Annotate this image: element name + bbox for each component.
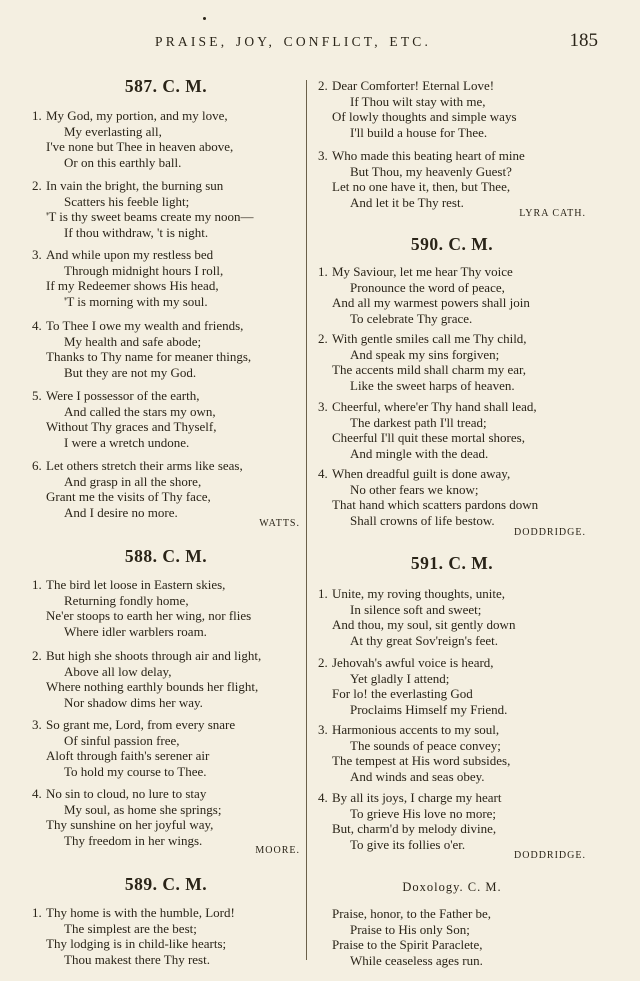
stanza-number: 5. bbox=[32, 388, 42, 403]
verse-line: For lo! the everlasting God bbox=[332, 686, 473, 701]
hymn-590-stanza-3 bbox=[318, 399, 586, 461]
hymn-587-stanza-4 bbox=[32, 318, 300, 380]
verse-line: The sounds of peace convey; bbox=[350, 737, 501, 753]
verse-line: To hold my course to Thee. bbox=[64, 763, 207, 779]
column-divider bbox=[306, 80, 307, 960]
verse-line: Yet gladly I attend; bbox=[350, 670, 450, 686]
hymn-587-stanza-2 bbox=[32, 178, 300, 240]
hymn-591-stanza-3 bbox=[318, 722, 586, 784]
verse-line: Praise to His only Son; bbox=[350, 921, 470, 937]
running-title: PRAISE, JOY, CONFLICT, ETC. bbox=[155, 34, 432, 49]
verse-line: Were I possessor of the earth, bbox=[46, 388, 200, 403]
verse-line: And I desire no more. bbox=[64, 504, 178, 520]
hymn-590-author: DODDRIDGE. bbox=[514, 527, 586, 538]
verse-line: To Thee I owe my wealth and friends, bbox=[46, 318, 244, 333]
verse-line: And called the stars my own, bbox=[64, 403, 216, 419]
verse-line: Through midnight hours I roll, bbox=[64, 262, 224, 278]
verse-line: Or on this earthly ball. bbox=[64, 154, 182, 170]
verse-line: Thy home is with the humble, Lord! bbox=[46, 905, 235, 920]
hymn-590-stanza-1 bbox=[318, 264, 586, 326]
verse-line: Thy freedom in her wings. bbox=[64, 832, 203, 848]
stanza-number: 2. bbox=[32, 648, 42, 663]
verse-line: Cheerful I'll quit these mortal shores, bbox=[332, 430, 525, 445]
verse-line: Nor shadow dims her way. bbox=[64, 694, 203, 710]
verse-line: My Saviour, let me hear Thy voice bbox=[332, 264, 513, 279]
verse-line: To celebrate Thy grace. bbox=[350, 310, 473, 326]
verse-line: My health and safe abode; bbox=[64, 333, 202, 349]
stanza-number: 1. bbox=[318, 586, 328, 601]
hymn-588-stanza-2 bbox=[32, 648, 300, 710]
hymn-589-stanza-2 bbox=[318, 78, 586, 140]
verse-line: And thou, my soul, sit gently down bbox=[332, 617, 516, 632]
verse-line: In silence soft and sweet; bbox=[350, 601, 482, 617]
stanza-number: 4. bbox=[318, 790, 328, 805]
hymn-591-title: 591. C. M. bbox=[410, 553, 494, 573]
hymn-587-stanza-5 bbox=[32, 388, 300, 450]
stanza-number: 3. bbox=[318, 722, 328, 737]
verse-line: 'T is morning with my soul. bbox=[64, 293, 208, 309]
verse-line: Dear Comforter! Eternal Love! bbox=[332, 78, 495, 93]
hymn-587-stanza-3 bbox=[32, 247, 300, 309]
hymn-590-stanza-2 bbox=[318, 331, 586, 393]
page-header bbox=[0, 32, 640, 54]
stanza-number: 6. bbox=[32, 458, 42, 473]
verse-line: Let others stretch their arms like seas, bbox=[46, 458, 243, 473]
verse-line: But, charm'd by melody divine, bbox=[332, 821, 497, 836]
hymn-589-stanza-3 bbox=[318, 148, 586, 210]
verse-line: Proclaims Himself my Friend. bbox=[350, 701, 508, 717]
hymn-589-title: 589. C. M. bbox=[124, 874, 208, 894]
hymn-588-stanza-1 bbox=[32, 577, 300, 639]
verse-line: Without Thy graces and Thyself, bbox=[46, 419, 217, 434]
stanza-number: 1. bbox=[32, 108, 42, 123]
hymn-587-stanza-1 bbox=[32, 108, 300, 170]
verse-line: And all my warmest powers shall join bbox=[332, 295, 530, 310]
verse-line: So grant me, Lord, from every snare bbox=[46, 717, 236, 732]
verse-line: 'T is thy sweet beams create my noon— bbox=[46, 209, 254, 224]
stanza-number: 2. bbox=[32, 178, 42, 193]
stanza-number: 2. bbox=[318, 78, 328, 93]
verse-line: Grant me the visits of Thy face, bbox=[46, 489, 211, 504]
stanza-number: 3. bbox=[32, 717, 42, 732]
verse-line: My God, my portion, and my love, bbox=[46, 108, 228, 123]
verse-line: While ceaseless ages run. bbox=[350, 952, 483, 968]
hymn-588-stanza-4 bbox=[32, 786, 300, 848]
verse-line: Unite, my roving thoughts, unite, bbox=[332, 586, 505, 601]
verse-line: With gentle smiles call me Thy child, bbox=[332, 331, 527, 346]
verse-line: Who made this beating heart of mine bbox=[332, 148, 525, 163]
hymn-591-stanza-2 bbox=[318, 655, 586, 717]
verse-line: Where nothing earthly bounds her flight, bbox=[46, 679, 259, 694]
stanza-number: 2. bbox=[318, 655, 328, 670]
stanza-number: 4. bbox=[318, 466, 328, 481]
verse-line: The simplest are the best; bbox=[64, 920, 197, 936]
hymn-589-author: LYRA CATH. bbox=[519, 208, 586, 219]
verse-line: Of sinful passion free, bbox=[64, 732, 180, 748]
page-number: 185 bbox=[569, 30, 598, 51]
stanza-number: 1. bbox=[318, 264, 328, 279]
verse-line: Aloft through faith's serener air bbox=[46, 748, 210, 763]
doxology-title: Doxology. C. M. bbox=[402, 880, 502, 894]
verse-line: Praise, honor, to the Father be, bbox=[332, 906, 492, 921]
stanza-number: 3. bbox=[32, 247, 42, 262]
verse-line: But they are not my God. bbox=[64, 364, 197, 380]
verse-line: Cheerful, where'er Thy hand shall lead, bbox=[332, 399, 537, 414]
verse-line: And while upon my restless bed bbox=[46, 247, 214, 262]
stanza-number: 1. bbox=[32, 577, 42, 592]
stanza-number: 3. bbox=[318, 399, 328, 414]
hymn-590-stanza-4 bbox=[318, 466, 586, 528]
verse-line: I'll build a house for Thee. bbox=[350, 124, 488, 140]
verse-line: That hand which scatters pardons down bbox=[332, 497, 539, 512]
stanza-number: 2. bbox=[318, 331, 328, 346]
verse-line: Thy sunshine on her joyful way, bbox=[46, 817, 214, 832]
verse-line: If my Redeemer shows His head, bbox=[46, 278, 219, 293]
verse-line: And let it be Thy rest. bbox=[350, 194, 464, 210]
verse-line: No sin to cloud, no lure to stay bbox=[46, 786, 207, 801]
verse-line: The darkest path I'll tread; bbox=[350, 414, 487, 430]
verse-line: If Thou wilt stay with me, bbox=[350, 93, 486, 109]
hymn-587-author: WATTS. bbox=[259, 518, 300, 529]
verse-line: The tempest at His word subsides, bbox=[332, 753, 511, 768]
verse-line: Where idler warblers roam. bbox=[64, 623, 207, 639]
verse-line: I've none but Thee in heaven above, bbox=[46, 139, 234, 154]
verse-line: Pronounce the word of peace, bbox=[350, 279, 505, 295]
verse-line: Above all low delay, bbox=[64, 663, 172, 679]
verse-line: And mingle with the dead. bbox=[350, 445, 489, 461]
stanza-number: 3. bbox=[318, 148, 328, 163]
stanza-number: 4. bbox=[32, 318, 42, 333]
hymn-588-title: 588. C. M. bbox=[124, 546, 208, 566]
hymn-589-stanza-1 bbox=[32, 905, 300, 967]
verse-line: Thanks to Thy name for meaner things, bbox=[46, 349, 252, 364]
verse-line: My everlasting all, bbox=[64, 123, 162, 139]
hymn-590-title: 590. C. M. bbox=[410, 234, 494, 254]
verse-line: Thou makest there Thy rest. bbox=[64, 951, 210, 967]
verse-line: To grieve His love no more; bbox=[350, 805, 497, 821]
verse-line: No other fears we know; bbox=[350, 481, 479, 497]
verse-line: Scatters his feeble light; bbox=[64, 193, 190, 209]
verse-line: Thy lodging is in child-like hearts; bbox=[46, 936, 227, 951]
verse-line: The bird let loose in Eastern skies, bbox=[46, 577, 226, 592]
verse-line: Of lowly thoughts and simple ways bbox=[332, 109, 517, 124]
verse-line: At thy great Sov'reign's feet. bbox=[350, 632, 499, 648]
stanza-number: 4. bbox=[32, 786, 42, 801]
hymn-587-stanza-6 bbox=[32, 458, 300, 520]
verse-line: To give its follies o'er. bbox=[350, 836, 466, 852]
verse-line: In vain the bright, the burning sun bbox=[46, 178, 224, 193]
verse-line: If thou withdraw, 't is night. bbox=[64, 224, 209, 240]
verse-line: Praise to the Spirit Paraclete, bbox=[332, 937, 483, 952]
verse-line: Like the sweet harps of heaven. bbox=[350, 377, 515, 393]
verse-line: Harmonious accents to my soul, bbox=[332, 722, 500, 737]
verse-line: Returning fondly home, bbox=[64, 592, 189, 608]
verse-line: Let no one have it, then, but Thee, bbox=[332, 179, 511, 194]
verse-line: The accents mild shall charm my ear, bbox=[332, 362, 527, 377]
verse-line: My soul, as home she springs; bbox=[64, 801, 222, 817]
verse-line: And winds and seas obey. bbox=[350, 768, 485, 784]
verse-line: When dreadful guilt is done away, bbox=[332, 466, 511, 481]
hymn-591-author: DODDRIDGE. bbox=[514, 850, 586, 861]
verse-line: By all its joys, I charge my heart bbox=[332, 790, 502, 805]
hymn-588-stanza-3 bbox=[32, 717, 300, 779]
verse-line: But high she shoots through air and light, bbox=[46, 648, 262, 663]
stanza-number: 1. bbox=[32, 905, 42, 920]
hymn-591-stanza-4 bbox=[318, 790, 586, 852]
hymn-591-stanza-1 bbox=[318, 586, 586, 648]
verse-line: And speak my sins forgiven; bbox=[350, 346, 500, 362]
verse-line: And grasp in all the shore, bbox=[64, 473, 202, 489]
hymn-587-title: 587. C. M. bbox=[124, 76, 208, 96]
hymn-588-author: MOORE. bbox=[255, 845, 300, 856]
verse-line: Shall crowns of life bestow. bbox=[350, 512, 495, 528]
verse-line: Jehovah's awful voice is heard, bbox=[332, 655, 494, 670]
verse-line: But Thou, my heavenly Guest? bbox=[350, 163, 512, 179]
verse-line: Ne'er stoops to earth her wing, nor flies bbox=[46, 608, 252, 623]
doxology-stanza bbox=[318, 906, 586, 968]
verse-line: I were a wretch undone. bbox=[64, 434, 190, 450]
print-speck bbox=[203, 17, 206, 20]
